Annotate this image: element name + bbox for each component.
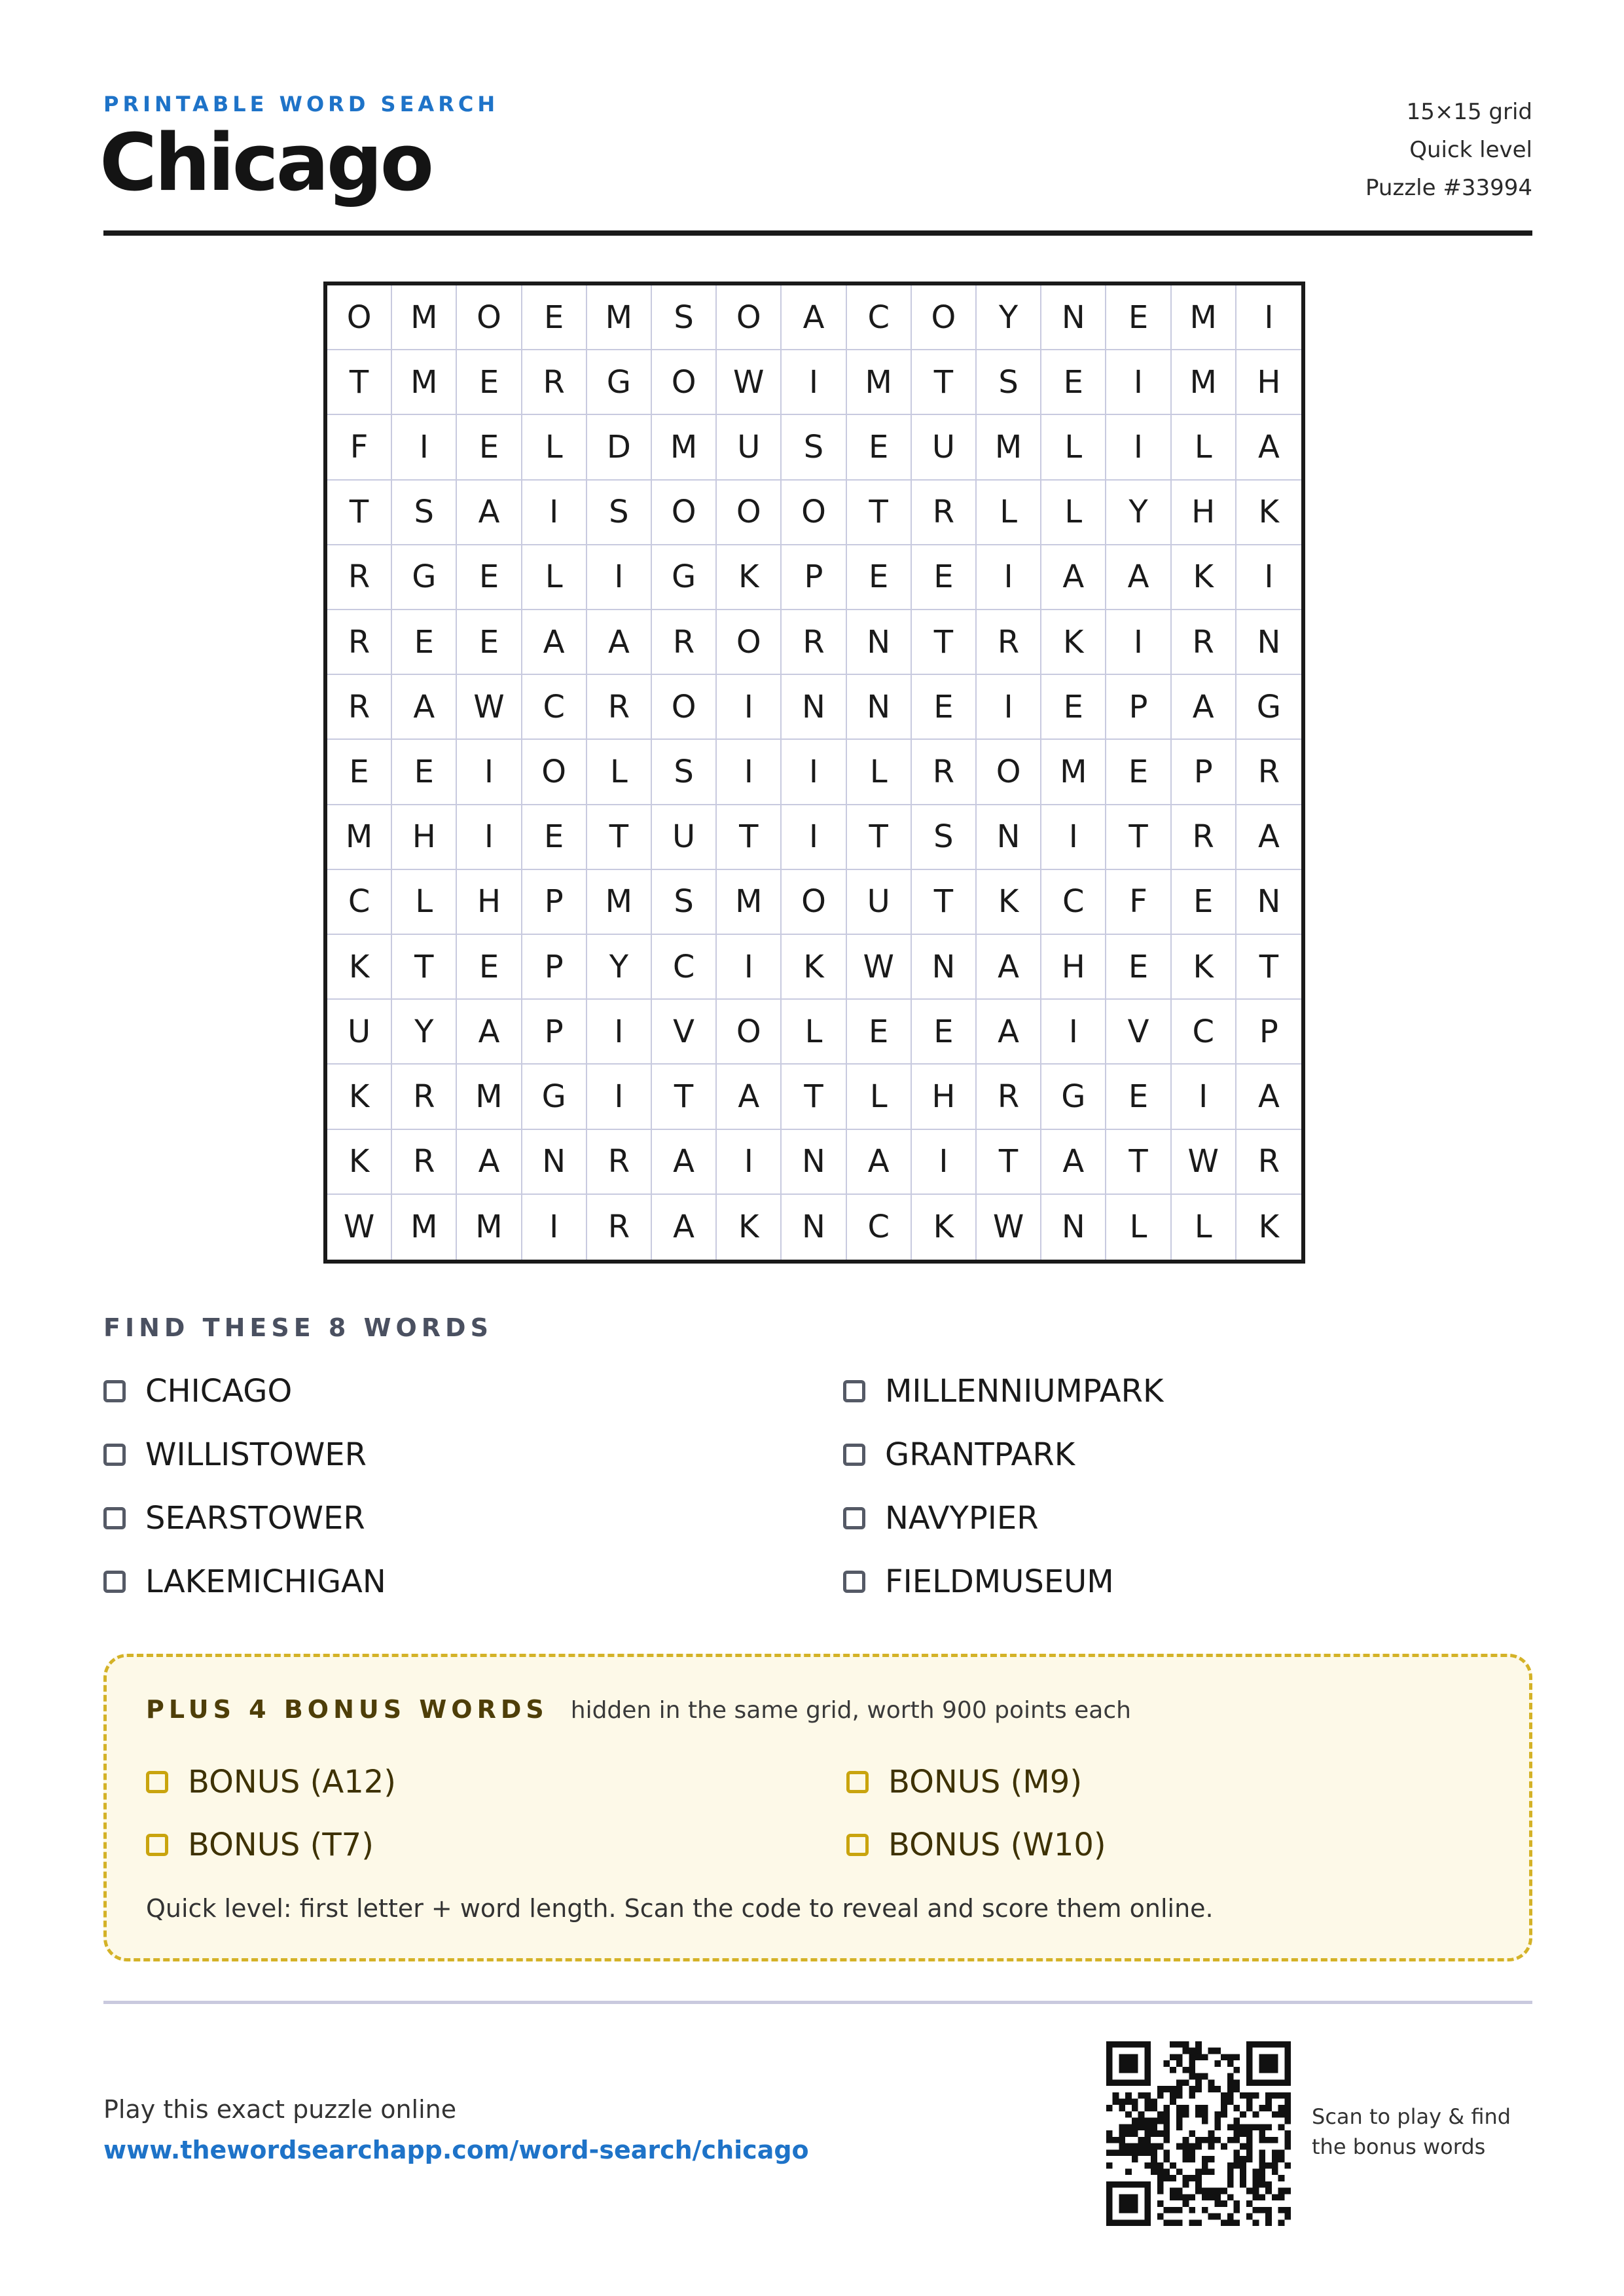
word-item[interactable] (103, 1495, 843, 1541)
grid-cell[interactable]: H (1172, 481, 1236, 545)
bonus-title: PLUS 4 BONUS WORDS (146, 1695, 549, 1724)
grid-cell[interactable]: E (1106, 935, 1171, 1000)
grid-cell[interactable]: S (652, 870, 717, 935)
grid-cell[interactable]: I (717, 740, 782, 805)
grid-cell[interactable]: T (587, 805, 652, 870)
bonus-word-item[interactable] (146, 1759, 846, 1805)
grid-cell[interactable]: Y (392, 1000, 457, 1065)
word-label: SEARSTOWER (145, 1500, 365, 1537)
grid-cell[interactable]: Y (977, 285, 1041, 350)
word-label: GRANTPARK (885, 1436, 1075, 1473)
grid-cell[interactable]: T (912, 350, 977, 415)
grid-cell[interactable]: H (1041, 935, 1106, 1000)
grid-cell[interactable]: M (1041, 740, 1106, 805)
puzzle-level: Quick level (1409, 137, 1532, 163)
grid-cell[interactable]: I (587, 545, 652, 610)
grid-cell[interactable]: I (782, 740, 846, 805)
grid-cell[interactable]: T (912, 870, 977, 935)
grid-cell[interactable]: I (717, 1130, 782, 1195)
grid-cell[interactable]: R (1172, 610, 1236, 675)
checkbox-icon[interactable] (103, 1444, 126, 1466)
grid-cell[interactable]: A (1236, 805, 1301, 870)
grid-cell[interactable]: I (1236, 285, 1301, 350)
bonus-word-label: BONUS (T7) (188, 1827, 374, 1863)
grid-cell[interactable]: R (1172, 805, 1236, 870)
grid-cell[interactable]: I (977, 675, 1041, 740)
grid-cell[interactable]: I (457, 805, 522, 870)
grid-cell[interactable]: E (1106, 285, 1171, 350)
grid-cell[interactable]: M (392, 285, 457, 350)
grid-cell[interactable]: U (847, 870, 912, 935)
grid-cell[interactable]: P (522, 870, 587, 935)
bonus-word-label: BONUS (M9) (888, 1764, 1083, 1800)
grid-cell[interactable]: I (977, 545, 1041, 610)
puzzle-number: Puzzle #33994 (1365, 175, 1532, 201)
grid-cell[interactable]: E (912, 545, 977, 610)
checkbox-icon[interactable] (103, 1507, 126, 1529)
grid-cell[interactable]: E (522, 285, 587, 350)
grid-cell[interactable]: I (1106, 350, 1171, 415)
grid-cell[interactable]: A (457, 481, 522, 545)
grid-cell[interactable]: T (977, 1130, 1041, 1195)
grid-cell[interactable]: M (457, 1065, 522, 1129)
grid-cell[interactable]: T (392, 935, 457, 1000)
grid-cell[interactable]: I (522, 1195, 587, 1260)
grid-cell[interactable]: A (1041, 545, 1106, 610)
grid-cell[interactable]: O (652, 350, 717, 415)
grid-cell[interactable]: Y (587, 935, 652, 1000)
grid-cell[interactable]: G (587, 350, 652, 415)
grid-cell[interactable]: I (912, 1130, 977, 1195)
grid-cell[interactable]: L (782, 1000, 846, 1065)
grid-cell[interactable]: E (912, 1000, 977, 1065)
grid-cell[interactable]: G (652, 545, 717, 610)
grid-cell[interactable]: V (652, 1000, 717, 1065)
grid-cell[interactable]: E (1106, 1065, 1171, 1129)
grid-cell[interactable]: S (977, 350, 1041, 415)
word-list-heading: FIND THESE 8 WORDS (103, 1313, 493, 1342)
grid-cell[interactable]: T (782, 1065, 846, 1129)
grid-cell[interactable]: S (652, 285, 717, 350)
grid-cell[interactable]: R (587, 1195, 652, 1260)
grid-cell[interactable]: C (847, 1195, 912, 1260)
grid-cell[interactable]: E (457, 935, 522, 1000)
letter-grid[interactable] (323, 282, 1305, 1264)
grid-cell[interactable]: G (1041, 1065, 1106, 1129)
grid-cell[interactable]: M (1172, 285, 1236, 350)
qr-caption: Scan to play & find the bonus words (1312, 2104, 1511, 2159)
grid-cell[interactable]: R (912, 481, 977, 545)
grid-cell[interactable]: R (912, 740, 977, 805)
grid-cell[interactable]: R (522, 350, 587, 415)
bonus-list (146, 1759, 1494, 1885)
grid-cell[interactable]: U (717, 415, 782, 480)
grid-cell[interactable]: T (327, 481, 392, 545)
grid-cell[interactable]: L (587, 740, 652, 805)
bonus-word-item[interactable] (846, 1822, 1494, 1868)
grid-cell[interactable]: R (977, 1065, 1041, 1129)
grid-cell[interactable]: K (327, 1130, 392, 1195)
grid-cell[interactable]: R (392, 1065, 457, 1129)
grid-cell[interactable]: L (847, 740, 912, 805)
grid-cell[interactable]: T (847, 481, 912, 545)
grid-cell[interactable]: E (457, 415, 522, 480)
grid-cell[interactable]: F (1106, 870, 1171, 935)
grid-cell[interactable]: P (522, 1000, 587, 1065)
grid-cell[interactable]: P (1236, 1000, 1301, 1065)
grid-cell[interactable]: C (1041, 870, 1106, 935)
grid-cell[interactable]: A (847, 1130, 912, 1195)
grid-cell[interactable]: K (1041, 610, 1106, 675)
grid-cell[interactable]: K (977, 870, 1041, 935)
grid-cell[interactable]: A (717, 1065, 782, 1129)
grid-cell[interactable]: E (522, 805, 587, 870)
grid-cell[interactable]: C (327, 870, 392, 935)
grid-cell[interactable]: M (327, 805, 392, 870)
grid-cell[interactable]: I (1041, 805, 1106, 870)
grid-cell[interactable]: Y (1106, 481, 1171, 545)
grid-cell[interactable]: E (1172, 870, 1236, 935)
grid-cell[interactable]: O (717, 610, 782, 675)
word-label: CHICAGO (145, 1373, 293, 1410)
grid-cell[interactable]: A (782, 285, 846, 350)
grid-cell[interactable]: A (587, 610, 652, 675)
grid-cell[interactable]: W (977, 1195, 1041, 1260)
grid-cell[interactable]: E (392, 610, 457, 675)
bonus-subtitle: hidden in the same grid, worth 900 points each (570, 1697, 1131, 1724)
bonus-note: Quick level: first letter + word length. Scan the code to reveal and score them online. (146, 1894, 1214, 1923)
grid-cell[interactable]: M (392, 350, 457, 415)
word-label: WILLISTOWER (145, 1436, 367, 1473)
grid-cell[interactable]: A (977, 935, 1041, 1000)
grid-cell[interactable]: T (327, 350, 392, 415)
checkbox-icon[interactable] (103, 1571, 126, 1593)
grid-cell[interactable]: O (327, 285, 392, 350)
grid-cell[interactable]: O (457, 285, 522, 350)
grid-cell[interactable]: I (1106, 415, 1171, 480)
grid-cell[interactable]: R (327, 610, 392, 675)
grid-cell[interactable]: C (847, 285, 912, 350)
grid-cell[interactable]: E (1106, 740, 1171, 805)
grid-cell[interactable]: L (522, 545, 587, 610)
word-label: LAKEMICHIGAN (145, 1563, 386, 1600)
grid-cell[interactable]: A (652, 1195, 717, 1260)
grid-cell[interactable]: A (652, 1130, 717, 1195)
grid-cell[interactable]: N (782, 675, 846, 740)
puzzle-link[interactable]: www.thewordsearchapp.com/word-search/chicago (103, 2136, 809, 2164)
grid-cell[interactable]: N (1041, 285, 1106, 350)
grid-cell[interactable]: C (652, 935, 717, 1000)
grid-cell[interactable]: I (587, 1000, 652, 1065)
word-item[interactable] (103, 1559, 843, 1605)
checkbox-icon[interactable] (146, 1771, 168, 1793)
grid-cell[interactable]: H (392, 805, 457, 870)
grid-cell[interactable]: H (1236, 350, 1301, 415)
grid-cell[interactable]: N (912, 935, 977, 1000)
checkbox-icon[interactable] (843, 1444, 865, 1466)
grid-cell[interactable]: C (1172, 1000, 1236, 1065)
grid-cell[interactable]: O (652, 675, 717, 740)
grid-cell[interactable]: A (1236, 1065, 1301, 1129)
grid-cell[interactable]: M (392, 1195, 457, 1260)
grid-cell[interactable]: R (587, 675, 652, 740)
bonus-word-label: BONUS (W10) (888, 1827, 1106, 1863)
grid-cell[interactable]: K (1172, 545, 1236, 610)
grid-cell[interactable]: K (1172, 935, 1236, 1000)
checkbox-icon[interactable] (103, 1380, 126, 1402)
grid-cell[interactable]: V (1106, 1000, 1171, 1065)
grid-cell[interactable]: R (392, 1130, 457, 1195)
grid-cell[interactable]: I (392, 415, 457, 480)
grid-cell[interactable]: P (782, 545, 846, 610)
bonus-word-label: BONUS (A12) (188, 1764, 396, 1800)
bonus-word-item[interactable] (146, 1822, 846, 1868)
grid-cell[interactable]: R (977, 610, 1041, 675)
grid-cell[interactable]: S (782, 415, 846, 480)
grid-cell[interactable]: I (782, 350, 846, 415)
grid-cell[interactable]: A (392, 675, 457, 740)
page-title: Chicago (99, 118, 432, 209)
grid-cell[interactable]: K (717, 545, 782, 610)
grid-cell[interactable]: G (522, 1065, 587, 1129)
grid-cell[interactable]: H (912, 1065, 977, 1129)
grid-cell[interactable]: M (977, 415, 1041, 480)
header-divider (103, 230, 1532, 236)
grid-cell[interactable]: M (652, 415, 717, 480)
play-online-label: Play this exact puzzle online (103, 2095, 457, 2124)
grid-cell[interactable]: P (1172, 740, 1236, 805)
grid-cell[interactable]: M (587, 285, 652, 350)
grid-cell[interactable]: O (652, 481, 717, 545)
grid-cell[interactable]: E (457, 545, 522, 610)
grid-cell[interactable]: I (1236, 545, 1301, 610)
grid-cell[interactable]: R (587, 1130, 652, 1195)
grid-cell[interactable]: E (457, 350, 522, 415)
grid-cell[interactable]: A (1041, 1130, 1106, 1195)
grid-cell[interactable]: E (912, 675, 977, 740)
puzzle-kicker: PRINTABLE WORD SEARCH (103, 92, 499, 117)
grid-cell[interactable]: E (847, 545, 912, 610)
grid-cell[interactable]: M (1172, 350, 1236, 415)
word-label: MILLENNIUMPARK (885, 1373, 1164, 1410)
grid-cell[interactable]: A (1172, 675, 1236, 740)
grid-cell[interactable]: L (522, 415, 587, 480)
grid-cell[interactable]: I (717, 935, 782, 1000)
grid-cell[interactable]: K (1236, 481, 1301, 545)
grid-cell[interactable]: G (1236, 675, 1301, 740)
grid-cell[interactable]: N (1236, 610, 1301, 675)
grid-cell[interactable]: I (1172, 1065, 1236, 1129)
checkbox-icon[interactable] (843, 1571, 865, 1593)
grid-cell[interactable]: A (1236, 415, 1301, 480)
bonus-word-item[interactable] (846, 1759, 1494, 1805)
grid-cell[interactable]: K (1258, 1209, 1280, 1246)
grid-cell[interactable]: E (1041, 675, 1106, 740)
grid-cell[interactable]: O (717, 285, 782, 350)
grid-cell[interactable]: L (847, 1065, 912, 1129)
grid-cell[interactable]: I (522, 481, 587, 545)
checkbox-icon[interactable] (843, 1507, 865, 1529)
checkbox-icon[interactable] (846, 1771, 869, 1793)
grid-cell[interactable]: S (652, 740, 717, 805)
grid-cell[interactable]: E (1041, 350, 1106, 415)
grid-cell[interactable]: I (587, 1065, 652, 1129)
grid-cell[interactable]: W (847, 935, 912, 1000)
grid-cell[interactable]: E (392, 740, 457, 805)
grid-cell[interactable]: F (327, 415, 392, 480)
grid-cell[interactable]: N (782, 1195, 846, 1260)
grid-cell[interactable]: E (847, 415, 912, 480)
grid-cell[interactable]: L (1106, 1195, 1171, 1260)
grid-cell[interactable]: R (327, 675, 392, 740)
grid-cell[interactable]: I (457, 740, 522, 805)
puzzle-meta (1365, 93, 1532, 207)
grid-cell[interactable]: E (327, 740, 392, 805)
word-list (103, 1368, 1532, 1630)
word-label: FIELDMUSEUM (885, 1563, 1114, 1600)
grid-cell[interactable]: K (717, 1195, 782, 1260)
grid-cell[interactable]: A (1106, 545, 1171, 610)
grid-cell[interactable]: R (652, 610, 717, 675)
grid-cell[interactable]: R (327, 545, 392, 610)
grid-cell[interactable]: O (717, 1000, 782, 1065)
grid-cell[interactable]: D (587, 415, 652, 480)
word-item[interactable] (843, 1559, 1532, 1605)
grid-cell[interactable]: S (912, 805, 977, 870)
grid-cell[interactable]: N (782, 1130, 846, 1195)
grid-cell[interactable]: C (522, 675, 587, 740)
word-item[interactable] (843, 1432, 1532, 1478)
footer-divider (103, 2001, 1532, 2004)
grid-cell[interactable]: H (457, 870, 522, 935)
checkbox-icon[interactable] (146, 1834, 168, 1856)
grid-cell[interactable]: L (392, 870, 457, 935)
word-item[interactable] (103, 1368, 843, 1414)
grid-cell[interactable]: W (457, 675, 522, 740)
bonus-panel (103, 1654, 1532, 1961)
grid-cell[interactable]: M (847, 350, 912, 415)
grid-cell[interactable]: W (327, 1195, 392, 1260)
grid-cell[interactable]: K (782, 935, 846, 1000)
grid-cell[interactable]: U (912, 415, 977, 480)
grid-cell[interactable]: K (327, 1065, 392, 1129)
grid-cell[interactable]: E (847, 1000, 912, 1065)
grid-cell[interactable]: S (587, 481, 652, 545)
grid-cell[interactable]: L (977, 481, 1041, 545)
grid-cell[interactable]: O (782, 481, 846, 545)
word-item[interactable] (843, 1495, 1532, 1541)
grid-cell[interactable]: I (1041, 1000, 1106, 1065)
grid-cell[interactable]: N (847, 610, 912, 675)
grid-cell[interactable]: A (457, 1130, 522, 1195)
grid-cell[interactable]: T (717, 805, 782, 870)
grid-cell[interactable]: O (717, 481, 782, 545)
grid-cell[interactable]: O (782, 870, 846, 935)
grid-cell[interactable]: U (652, 805, 717, 870)
grid-cell[interactable]: G (392, 545, 457, 610)
grid-cell[interactable]: O (977, 740, 1041, 805)
grid-cell[interactable]: L (1172, 1195, 1236, 1260)
checkbox-icon[interactable] (843, 1380, 865, 1402)
grid-cell[interactable]: M (457, 1195, 522, 1260)
grid-size: 15×15 grid (1406, 99, 1532, 125)
grid-cell[interactable]: A (977, 1000, 1041, 1065)
grid-cell[interactable]: T (847, 805, 912, 870)
checkbox-icon[interactable] (846, 1834, 869, 1856)
word-item[interactable] (103, 1432, 843, 1478)
grid-cell[interactable]: M (717, 870, 782, 935)
grid-cell[interactable]: T (1106, 1130, 1171, 1195)
grid-cell[interactable]: L (1041, 481, 1106, 545)
word-label: NAVYPIER (885, 1500, 1039, 1537)
grid-cell[interactable]: E (457, 610, 522, 675)
grid-cell[interactable]: R (1236, 1130, 1301, 1195)
grid-cell[interactable]: I (717, 675, 782, 740)
grid-cell[interactable]: N (1236, 870, 1301, 935)
grid-cell[interactable]: U (327, 1000, 392, 1065)
grid-cell[interactable]: S (392, 481, 457, 545)
grid-cell[interactable]: N (977, 805, 1041, 870)
grid-cell[interactable]: P (1106, 675, 1171, 740)
grid-cell[interactable]: N (847, 675, 912, 740)
grid-cell[interactable]: N (1041, 1195, 1106, 1260)
grid-cell[interactable]: T (1106, 805, 1171, 870)
grid-cell[interactable]: O (522, 740, 587, 805)
word-item[interactable] (843, 1368, 1532, 1414)
grid-cell[interactable]: M (587, 870, 652, 935)
grid-cell[interactable]: T (652, 1065, 717, 1129)
grid-cell[interactable]: K (912, 1195, 977, 1260)
grid-cell[interactable]: L (1041, 415, 1106, 480)
grid-cell[interactable]: R (1236, 740, 1301, 805)
grid-cell[interactable]: W (717, 350, 782, 415)
grid-cell[interactable]: K (327, 935, 392, 1000)
grid-cell[interactable]: L (1172, 415, 1236, 480)
grid-cell[interactable]: O (912, 285, 977, 350)
qr-code-icon[interactable] (1106, 2041, 1291, 2226)
grid-cell[interactable]: R (782, 610, 846, 675)
grid-cell[interactable]: A (522, 610, 587, 675)
grid-cell[interactable]: A (457, 1000, 522, 1065)
grid-cell[interactable]: P (522, 935, 587, 1000)
grid-cell[interactable]: I (1106, 610, 1171, 675)
grid-cell[interactable]: T (912, 610, 977, 675)
grid-cell[interactable]: T (1236, 935, 1301, 1000)
grid-cell[interactable]: I (782, 805, 846, 870)
grid-cell[interactable]: W (1172, 1130, 1236, 1195)
grid-cell[interactable]: N (522, 1130, 587, 1195)
